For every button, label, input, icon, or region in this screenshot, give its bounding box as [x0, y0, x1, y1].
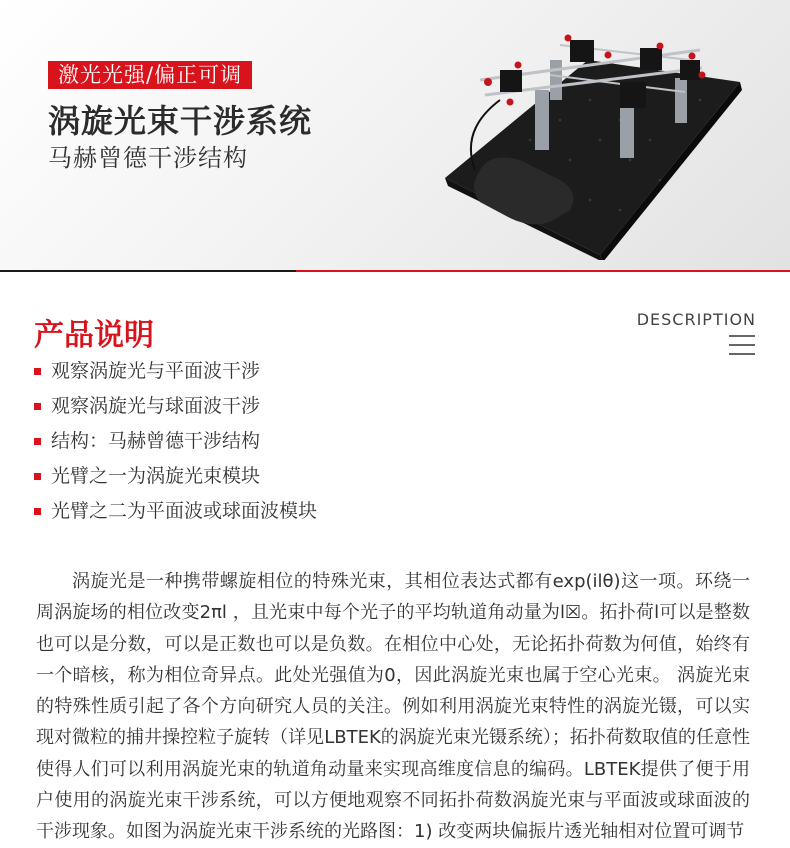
list-item — [34, 459, 317, 494]
feature-list — [34, 354, 317, 529]
feature-text: 光臂之一为涡旋光束模块 — [51, 465, 261, 487]
list-item — [34, 389, 317, 424]
bullet-icon — [34, 368, 41, 375]
feature-text: 结构：马赫曾德干涉结构 — [51, 430, 261, 452]
bullet-icon — [34, 508, 41, 515]
feature-text: 观察涡旋光与平面波干涉 — [51, 360, 261, 382]
feature-text: 光臂之二为平面波或球面波模块 — [51, 500, 318, 522]
menu-icon[interactable] — [729, 335, 755, 355]
section-title-en: DESCRIPTION — [636, 310, 756, 329]
list-item — [34, 424, 317, 459]
feature-text: 观察涡旋光与球面波干涉 — [51, 395, 261, 417]
bullet-icon — [34, 438, 41, 445]
list-item — [34, 354, 317, 389]
hero-subtitle: 马赫曾德干涉结构 — [48, 144, 248, 172]
hero-tag: 激光光强/偏正可调 — [48, 61, 252, 89]
description-paragraph: 涡旋光是一种携带螺旋相位的特殊光束，其相位表达式都有exp(ilθ)这一项。环绕一周涡旋场的相位改变2πl ，且光束中每个光子的平均轨道角动量为l☒。拓扑荷l可以是整数也可以是分数，可以是正数也可以是负数。在相位中心处，无论拓扑荷数为何值，始终有一个暗核，称为相位奇异点。此处光强值为0，因此涡旋光束也属于空心光束。 涡旋光束的特殊性质引起了各个方向研究人员的关注。例如利用涡旋光束特性的涡旋光镊，可以实现对微粒的捕井操控粒子旋转（详见LBTEK的涡旋光束光镊系统）；拓扑荷数取值的任意性使得人们可以利用涡旋光束的轨道角动量来实现高维度信息的编码。LBTEK提供了便于用户使用的涡旋光束干涉系统，可以方便地观察不同拓扑荷数涡旋光束与平面波或球面波的干涉现象。如图为涡旋光束干涉系统的光路图：1) 改变两块偏振片透光轴相对位置可调节 — [36, 571, 750, 843]
section-title: 产品说明 — [34, 318, 154, 353]
hero-title: 涡旋光束干涉系统 — [48, 102, 313, 140]
hero-stripe-dark — [0, 270, 296, 272]
bullet-icon — [34, 473, 41, 480]
product-image — [440, 20, 750, 260]
bullet-icon — [34, 403, 41, 410]
hero-banner — [0, 0, 790, 272]
list-item — [34, 494, 317, 529]
